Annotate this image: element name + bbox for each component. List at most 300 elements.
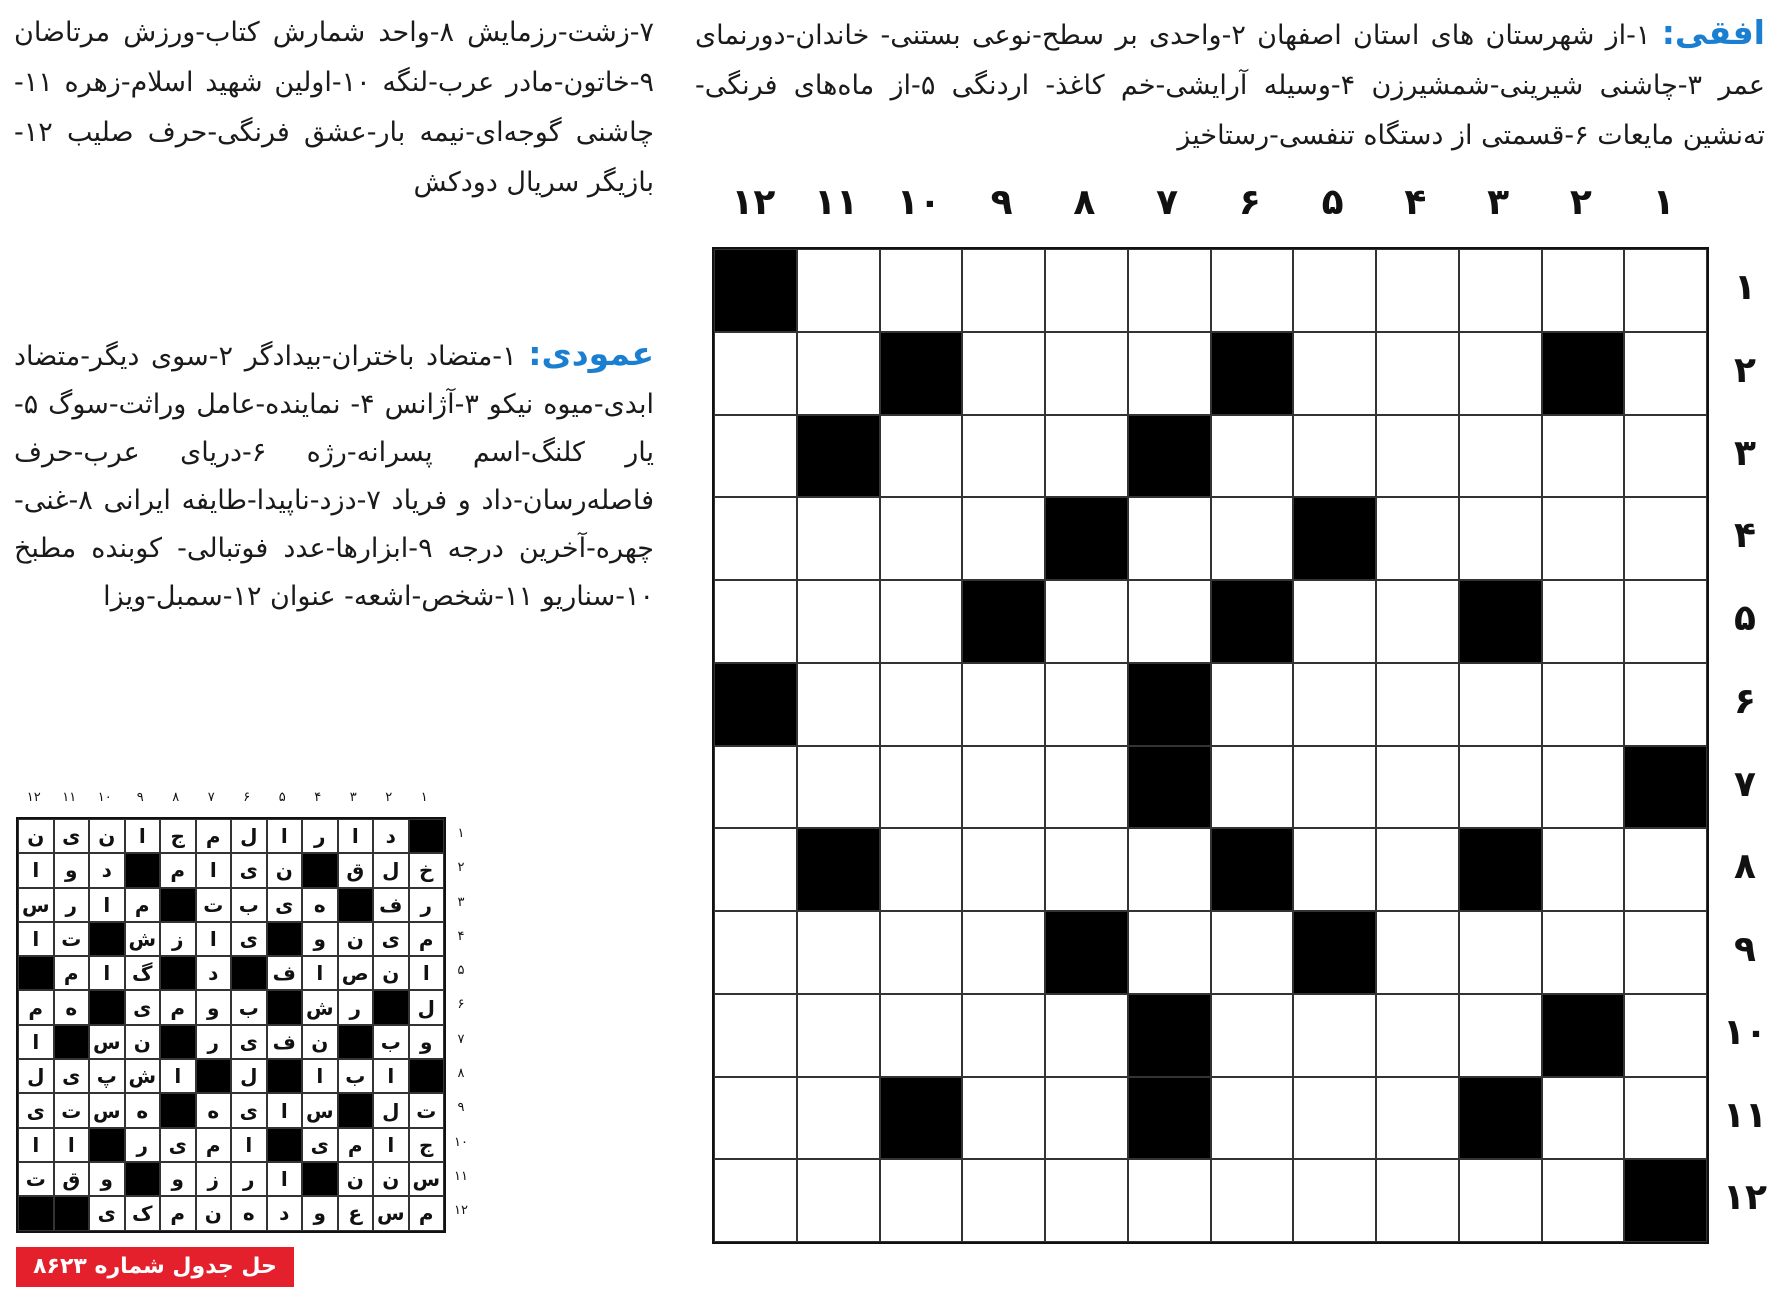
solution-cell: و — [89, 1162, 125, 1196]
solution-row-number-6: ۶ — [457, 997, 465, 1013]
solution-cell: ز — [160, 922, 196, 956]
solution-cell: ی — [373, 922, 409, 956]
grid-cell[interactable] — [1459, 1159, 1542, 1242]
solution-cell: ن — [18, 819, 54, 853]
solution-cell: ا — [196, 922, 232, 956]
grid-cell[interactable] — [714, 746, 797, 829]
grid-cell[interactable] — [1376, 746, 1459, 829]
solution-black-cell — [125, 853, 161, 887]
grid-cell[interactable] — [1045, 415, 1128, 498]
solution-cell: خ — [409, 853, 445, 887]
solution-row-number-11: ۱۱ — [454, 1168, 468, 1184]
solution-column-number-9: ۹ — [136, 790, 144, 805]
solution-cell: م — [160, 990, 196, 1024]
solution-cell: ا — [196, 853, 232, 887]
grid-cell[interactable] — [1542, 911, 1625, 994]
grid-row-number-6: ۶ — [1734, 680, 1756, 722]
grid-cell[interactable] — [962, 1077, 1045, 1160]
solution-caption: حل جدول شماره ۸۶۲۳ — [16, 1247, 294, 1287]
grid-cell[interactable] — [1376, 828, 1459, 911]
grid-cell[interactable] — [1045, 249, 1128, 332]
grid-cell[interactable] — [714, 497, 797, 580]
solution-cell: ه — [302, 888, 338, 922]
grid-cell[interactable] — [1376, 580, 1459, 663]
solution-cell: س — [302, 1093, 338, 1127]
solution-black-cell — [338, 1025, 374, 1059]
grid-cell[interactable] — [1128, 332, 1211, 415]
grid-row-number-12: ۱۲ — [1723, 1177, 1767, 1219]
solution-black-cell — [409, 819, 445, 853]
crossword-grid — [712, 247, 1709, 1244]
grid-cell[interactable] — [1459, 911, 1542, 994]
grid-cell[interactable] — [714, 828, 797, 911]
grid-column-number-10: ۱۰ — [896, 182, 941, 223]
solution-cell: ا — [267, 1093, 303, 1127]
black-cell — [1045, 911, 1128, 994]
grid-column-number-8: ۸ — [1073, 182, 1096, 223]
solution-cell: ر — [125, 1128, 161, 1162]
solution-cell: س — [89, 1093, 125, 1127]
solution-column-number-3: ۳ — [349, 790, 357, 805]
grid-cell[interactable] — [797, 994, 880, 1077]
grid-cell[interactable] — [714, 1077, 797, 1160]
grid-cell[interactable] — [1293, 249, 1376, 332]
grid-cell[interactable] — [1376, 663, 1459, 746]
grid-cell[interactable] — [714, 1159, 797, 1242]
solution-cell: ا — [18, 853, 54, 887]
grid-cell[interactable] — [1293, 663, 1376, 746]
grid-cell[interactable] — [1376, 1159, 1459, 1242]
solution-cell: م — [196, 819, 232, 853]
horizontal-clue-text-continued: ۷-زشت-رزمایش ۸-واحد شمارش کتاب-ورزش مرتاضان ۹-خاتون-مادر عرب-لنگه ۱۰-اولین شهید اسلام-زهره ۱۱-چاشنی گوجه‌ای-نیمه بار-عشق فرنگی-حرف صلیب ۱۲-بازیگر سریال دودکش — [14, 17, 654, 198]
solution-cell: ت — [409, 1093, 445, 1127]
grid-row-number-11: ۱۱ — [1723, 1094, 1767, 1136]
grid-cell[interactable] — [1542, 1159, 1625, 1242]
black-cell — [880, 332, 963, 415]
grid-cell[interactable] — [1542, 828, 1625, 911]
grid-cell[interactable] — [880, 249, 963, 332]
grid-column-number-2: ۲ — [1569, 182, 1592, 223]
black-cell — [714, 249, 797, 332]
solution-cell: ت — [54, 922, 90, 956]
horizontal-clues — [695, 8, 1765, 161]
grid-cell[interactable] — [1045, 994, 1128, 1077]
grid-cell[interactable] — [1211, 1077, 1294, 1160]
grid-row-number-3: ۳ — [1734, 432, 1756, 474]
grid-row-number-4: ۴ — [1734, 515, 1756, 557]
solution-cell: ا — [125, 819, 161, 853]
black-cell — [1128, 415, 1211, 498]
solution-cell: ک — [125, 1196, 161, 1230]
solution-cell: ا — [409, 956, 445, 990]
grid-cell[interactable] — [1542, 580, 1625, 663]
solution-black-cell — [160, 956, 196, 990]
grid-cell[interactable] — [1542, 746, 1625, 829]
solution-cell: ن — [196, 1196, 232, 1230]
solution-cell: ن — [338, 1162, 374, 1196]
grid-cell[interactable] — [1624, 249, 1707, 332]
grid-cell[interactable] — [1128, 497, 1211, 580]
solution-cell: ن — [125, 1025, 161, 1059]
solution-cell: ج — [409, 1128, 445, 1162]
grid-cell[interactable] — [1624, 580, 1707, 663]
grid-cell[interactable] — [1459, 497, 1542, 580]
solution-row-number-9: ۹ — [457, 1100, 465, 1116]
grid-cell[interactable] — [797, 332, 880, 415]
black-cell — [1211, 828, 1294, 911]
grid-row-number-2: ۲ — [1734, 349, 1756, 391]
solution-cell: ی — [267, 888, 303, 922]
grid-cell[interactable] — [1293, 746, 1376, 829]
solution-row-number-4: ۴ — [457, 928, 465, 944]
solution-row-numbers — [447, 817, 475, 1229]
grid-cell[interactable] — [962, 746, 1045, 829]
vertical-clue-text: ۱-متضاد باختران-بیدادگر ۲-سوی دیگر-متضاد ابدی-میوه نیکو ۳-آژانس ۴- نماینده-عامل وراثت-سوگ ۵-یار کلنگ-اسم پسرانه-رژه ۶-دریای عرب-حرف فاصله‌رسان-داد و فریاد ۷-دزد-ناپیدا-طایفه ایرانی ۸-غنی- چهره-آخرین درجه ۹-ابزارها-عدد فوتبالی- کوبنده مطبخ ۱۰-سناریو ۱۱-شخص-اشعه- عنوان ۱۲-سمبل-ویزا — [14, 341, 654, 612]
solution-cell: ر — [409, 888, 445, 922]
solution-cell: ل — [18, 1059, 54, 1093]
solution-cell: ا — [338, 819, 374, 853]
grid-column-number-11: ۱۱ — [814, 182, 859, 223]
black-cell — [1542, 994, 1625, 1077]
solution-column-number-12: ۱۲ — [26, 790, 41, 805]
solution-cell: و — [196, 990, 232, 1024]
grid-cell[interactable] — [714, 415, 797, 498]
grid-cell[interactable] — [962, 497, 1045, 580]
solution-column-number-11: ۱۱ — [62, 790, 77, 805]
black-cell — [1211, 580, 1294, 663]
solution-cell: ل — [373, 1093, 409, 1127]
grid-cell[interactable] — [1542, 497, 1625, 580]
grid-cell[interactable] — [962, 828, 1045, 911]
grid-cell[interactable] — [1211, 746, 1294, 829]
grid-cell[interactable] — [797, 1159, 880, 1242]
grid-cell[interactable] — [880, 994, 963, 1077]
solution-cell: ا — [267, 1162, 303, 1196]
grid-cell[interactable] — [1045, 332, 1128, 415]
grid-cell[interactable] — [1293, 994, 1376, 1077]
black-cell — [1128, 663, 1211, 746]
solution-column-number-4: ۴ — [314, 790, 322, 805]
solution-black-cell — [338, 888, 374, 922]
solution-cell: ا — [373, 1128, 409, 1162]
grid-cell[interactable] — [1128, 828, 1211, 911]
grid-cell[interactable] — [1459, 994, 1542, 1077]
solution-cell: ز — [196, 1162, 232, 1196]
grid-cell[interactable] — [714, 580, 797, 663]
solution-row-number-7: ۷ — [457, 1031, 465, 1047]
grid-cell[interactable] — [1293, 415, 1376, 498]
solution-cell: پ — [89, 1059, 125, 1093]
grid-column-number-3: ۳ — [1487, 182, 1510, 223]
solution-cell: و — [409, 1025, 445, 1059]
solution-black-cell — [160, 1093, 196, 1127]
grid-cell[interactable] — [1376, 994, 1459, 1077]
solution-cell: ا — [18, 1128, 54, 1162]
grid-cell[interactable] — [1045, 828, 1128, 911]
solution-black-cell — [18, 1196, 54, 1230]
grid-cell[interactable] — [1045, 746, 1128, 829]
solution-column-number-2: ۲ — [385, 790, 393, 805]
black-cell — [1459, 580, 1542, 663]
grid-cell[interactable] — [962, 911, 1045, 994]
grid-cell[interactable] — [1128, 911, 1211, 994]
grid-cell[interactable] — [880, 580, 963, 663]
solution-column-number-8: ۸ — [172, 790, 180, 805]
grid-cell[interactable] — [1624, 415, 1707, 498]
vertical-clues — [14, 330, 654, 621]
grid-row-number-9: ۹ — [1734, 929, 1756, 970]
solution-cell: ه — [231, 1196, 267, 1230]
solution-black-cell — [89, 1128, 125, 1162]
grid-cell[interactable] — [1045, 1077, 1128, 1160]
solution-cell: ا — [160, 1059, 196, 1093]
solution-row-number-8: ۸ — [457, 1066, 465, 1082]
solution-cell: ا — [54, 1128, 90, 1162]
solution-cell: ن — [89, 819, 125, 853]
solution-cell: ی — [54, 1059, 90, 1093]
solution-cell: ا — [18, 1025, 54, 1059]
solution-black-cell — [267, 1128, 303, 1162]
grid-cell[interactable] — [1459, 663, 1542, 746]
solution-column-number-10: ۱۰ — [97, 790, 112, 805]
horizontal-clues-continued — [14, 8, 654, 208]
grid-cell[interactable] — [1211, 663, 1294, 746]
grid-cell[interactable] — [962, 415, 1045, 498]
black-cell — [797, 415, 880, 498]
grid-cell[interactable] — [797, 249, 880, 332]
solution-cell: ی — [231, 1025, 267, 1059]
grid-cell[interactable] — [1045, 580, 1128, 663]
solution-cell: و — [160, 1162, 196, 1196]
grid-cell[interactable] — [1459, 332, 1542, 415]
grid-cell[interactable] — [1624, 994, 1707, 1077]
grid-cell[interactable] — [1624, 828, 1707, 911]
solution-cell: ی — [54, 819, 90, 853]
grid-cell[interactable] — [1459, 249, 1542, 332]
grid-cell[interactable] — [714, 332, 797, 415]
grid-cell[interactable] — [1211, 497, 1294, 580]
grid-cell[interactable] — [1376, 249, 1459, 332]
solution-cell: ن — [302, 1025, 338, 1059]
solution-cell: م — [338, 1128, 374, 1162]
grid-cell[interactable] — [797, 1077, 880, 1160]
grid-row-number-7: ۷ — [1734, 763, 1756, 805]
solution-cell: م — [125, 888, 161, 922]
solution-cell: س — [89, 1025, 125, 1059]
black-cell — [1624, 746, 1707, 829]
solution-cell: ل — [409, 990, 445, 1024]
grid-cell[interactable] — [880, 911, 963, 994]
grid-row-number-10: ۱۰ — [1723, 1011, 1767, 1053]
grid-cell[interactable] — [1542, 1077, 1625, 1160]
solution-cell: ه — [54, 990, 90, 1024]
solution-black-cell — [302, 853, 338, 887]
grid-cell[interactable] — [1293, 828, 1376, 911]
solution-row-number-1: ۱ — [457, 826, 465, 841]
grid-cell[interactable] — [1376, 1077, 1459, 1160]
solution-cell: ه — [196, 1093, 232, 1127]
black-cell — [1293, 911, 1376, 994]
solution-cell: ی — [302, 1128, 338, 1162]
grid-cell[interactable] — [1542, 663, 1625, 746]
solution-cell: ت — [54, 1093, 90, 1127]
solution-black-cell — [267, 990, 303, 1024]
grid-cell[interactable] — [1293, 1159, 1376, 1242]
solution-cell: ن — [373, 956, 409, 990]
grid-cell[interactable] — [797, 497, 880, 580]
grid-cell[interactable] — [1045, 663, 1128, 746]
grid-cell[interactable] — [1211, 911, 1294, 994]
grid-cell[interactable] — [1542, 249, 1625, 332]
grid-cell[interactable] — [1045, 1159, 1128, 1242]
grid-cell[interactable] — [1376, 332, 1459, 415]
solution-black-cell — [373, 990, 409, 1024]
solution-cell: د — [267, 1196, 303, 1230]
solution-cell: م — [409, 922, 445, 956]
solution-cell: ت — [196, 888, 232, 922]
grid-cell[interactable] — [1211, 994, 1294, 1077]
grid-cell[interactable] — [714, 994, 797, 1077]
solution-cell: ف — [267, 956, 303, 990]
grid-cell[interactable] — [880, 746, 963, 829]
solution-black-cell — [89, 990, 125, 1024]
solution-cell: س — [409, 1162, 445, 1196]
solution-black-cell — [125, 1162, 161, 1196]
grid-cell[interactable] — [1376, 911, 1459, 994]
solution-column-number-7: ۷ — [207, 790, 215, 805]
solution-cell: د — [373, 819, 409, 853]
grid-cell[interactable] — [962, 249, 1045, 332]
grid-cell[interactable] — [962, 663, 1045, 746]
black-cell — [1128, 746, 1211, 829]
black-cell — [1128, 994, 1211, 1077]
grid-cell[interactable] — [797, 746, 880, 829]
black-cell — [1211, 332, 1294, 415]
grid-cell[interactable] — [880, 663, 963, 746]
black-cell — [1459, 828, 1542, 911]
grid-cell[interactable] — [1128, 1159, 1211, 1242]
grid-cell[interactable] — [880, 1159, 963, 1242]
solution-cell: ش — [302, 990, 338, 1024]
grid-cell[interactable] — [1624, 911, 1707, 994]
solution-cell: ب — [231, 888, 267, 922]
solution-cell: م — [160, 1196, 196, 1230]
solution-row-number-10: ۱۰ — [454, 1134, 468, 1150]
solution-cell: ن — [338, 922, 374, 956]
solution-column-number-5: ۵ — [278, 790, 286, 805]
grid-cell[interactable] — [962, 994, 1045, 1077]
solution-cell: ش — [125, 922, 161, 956]
grid-cell[interactable] — [880, 415, 963, 498]
grid-cell[interactable] — [1293, 580, 1376, 663]
grid-cell[interactable] — [1211, 415, 1294, 498]
solution-cell: و — [302, 1196, 338, 1230]
solution-cell: ا — [267, 819, 303, 853]
solution-cell: ا — [231, 1128, 267, 1162]
grid-cell[interactable] — [1211, 249, 1294, 332]
grid-row-numbers — [1715, 247, 1775, 1240]
grid-cell[interactable] — [1293, 332, 1376, 415]
grid-cell[interactable] — [1376, 497, 1459, 580]
grid-cell[interactable] — [1459, 746, 1542, 829]
grid-cell[interactable] — [1624, 663, 1707, 746]
solution-cell: م — [409, 1196, 445, 1230]
solution-cell: ه — [125, 1093, 161, 1127]
grid-cell[interactable] — [797, 911, 880, 994]
grid-cell[interactable] — [1459, 415, 1542, 498]
grid-cell[interactable] — [962, 332, 1045, 415]
solution-cell: ش — [125, 1059, 161, 1093]
grid-cell[interactable] — [1624, 1077, 1707, 1160]
grid-cell[interactable] — [1128, 580, 1211, 663]
horizontal-clue-text: ۱-از شهرستان های استان اصفهان ۲-واحدی بر سطح-نوعی بستنی- خاندان-دورنمای عمر ۳-چاشنی شیرینی-شمشیرزن ۴-وسیله آرایشی-خم کاغذ- اردنگی ۵-از ماه‌های فرنگی-ته‌نشین مایعات ۶-قسمتی از دستگاه تنفسی-رستاخیز — [695, 20, 1765, 151]
solution-cell: ب — [231, 990, 267, 1024]
solution-black-cell — [338, 1093, 374, 1127]
grid-column-number-5: ۵ — [1321, 182, 1344, 223]
grid-cell[interactable] — [880, 497, 963, 580]
grid-cell[interactable] — [1624, 332, 1707, 415]
grid-column-number-7: ۷ — [1156, 182, 1179, 223]
solution-black-cell — [54, 1025, 90, 1059]
solution-cell: ج — [160, 819, 196, 853]
black-cell — [1128, 1077, 1211, 1160]
solution-cell: ل — [231, 1059, 267, 1093]
horizontal-title: افقی: — [1661, 13, 1765, 52]
solution-row-number-2: ۲ — [457, 860, 465, 876]
solution-cell: ی — [231, 922, 267, 956]
grid-cell[interactable] — [1293, 1077, 1376, 1160]
grid-cell[interactable] — [1542, 415, 1625, 498]
grid-column-number-6: ۶ — [1238, 182, 1261, 223]
solution-cell: ا — [373, 1059, 409, 1093]
solution-cell: ص — [338, 956, 374, 990]
solution-cell: س — [18, 888, 54, 922]
grid-cell[interactable] — [880, 828, 963, 911]
grid-cell[interactable] — [1376, 415, 1459, 498]
solution-cell: ف — [267, 1025, 303, 1059]
solution-black-cell — [89, 922, 125, 956]
black-cell — [1045, 497, 1128, 580]
grid-cell[interactable] — [1211, 1159, 1294, 1242]
solution-cell: ا — [302, 956, 338, 990]
black-cell — [797, 828, 880, 911]
solution-cell: ا — [89, 888, 125, 922]
solution-cell: ر — [302, 819, 338, 853]
grid-cell[interactable] — [714, 911, 797, 994]
solution-black-cell — [231, 956, 267, 990]
solution-cell: ا — [302, 1059, 338, 1093]
solution-cell: و — [54, 853, 90, 887]
solution-column-number-6: ۶ — [243, 790, 251, 805]
solution-cell: د — [196, 956, 232, 990]
grid-cell[interactable] — [797, 663, 880, 746]
solution-cell: ف — [373, 888, 409, 922]
solution-row-number-5: ۵ — [457, 963, 465, 979]
solution-cell: م — [160, 853, 196, 887]
black-cell — [714, 663, 797, 746]
solution-cell: گ — [125, 956, 161, 990]
grid-cell[interactable] — [962, 1159, 1045, 1242]
solution-row-number-12: ۱۲ — [454, 1203, 468, 1219]
grid-cell[interactable] — [1624, 497, 1707, 580]
solution-grid — [16, 817, 446, 1233]
solution-cell: ع — [338, 1196, 374, 1230]
solution-cell: س — [373, 1196, 409, 1230]
solution-cell: ی — [89, 1196, 125, 1230]
grid-cell[interactable] — [797, 580, 880, 663]
grid-column-number-12: ۱۲ — [731, 182, 776, 223]
grid-cell[interactable] — [1128, 249, 1211, 332]
